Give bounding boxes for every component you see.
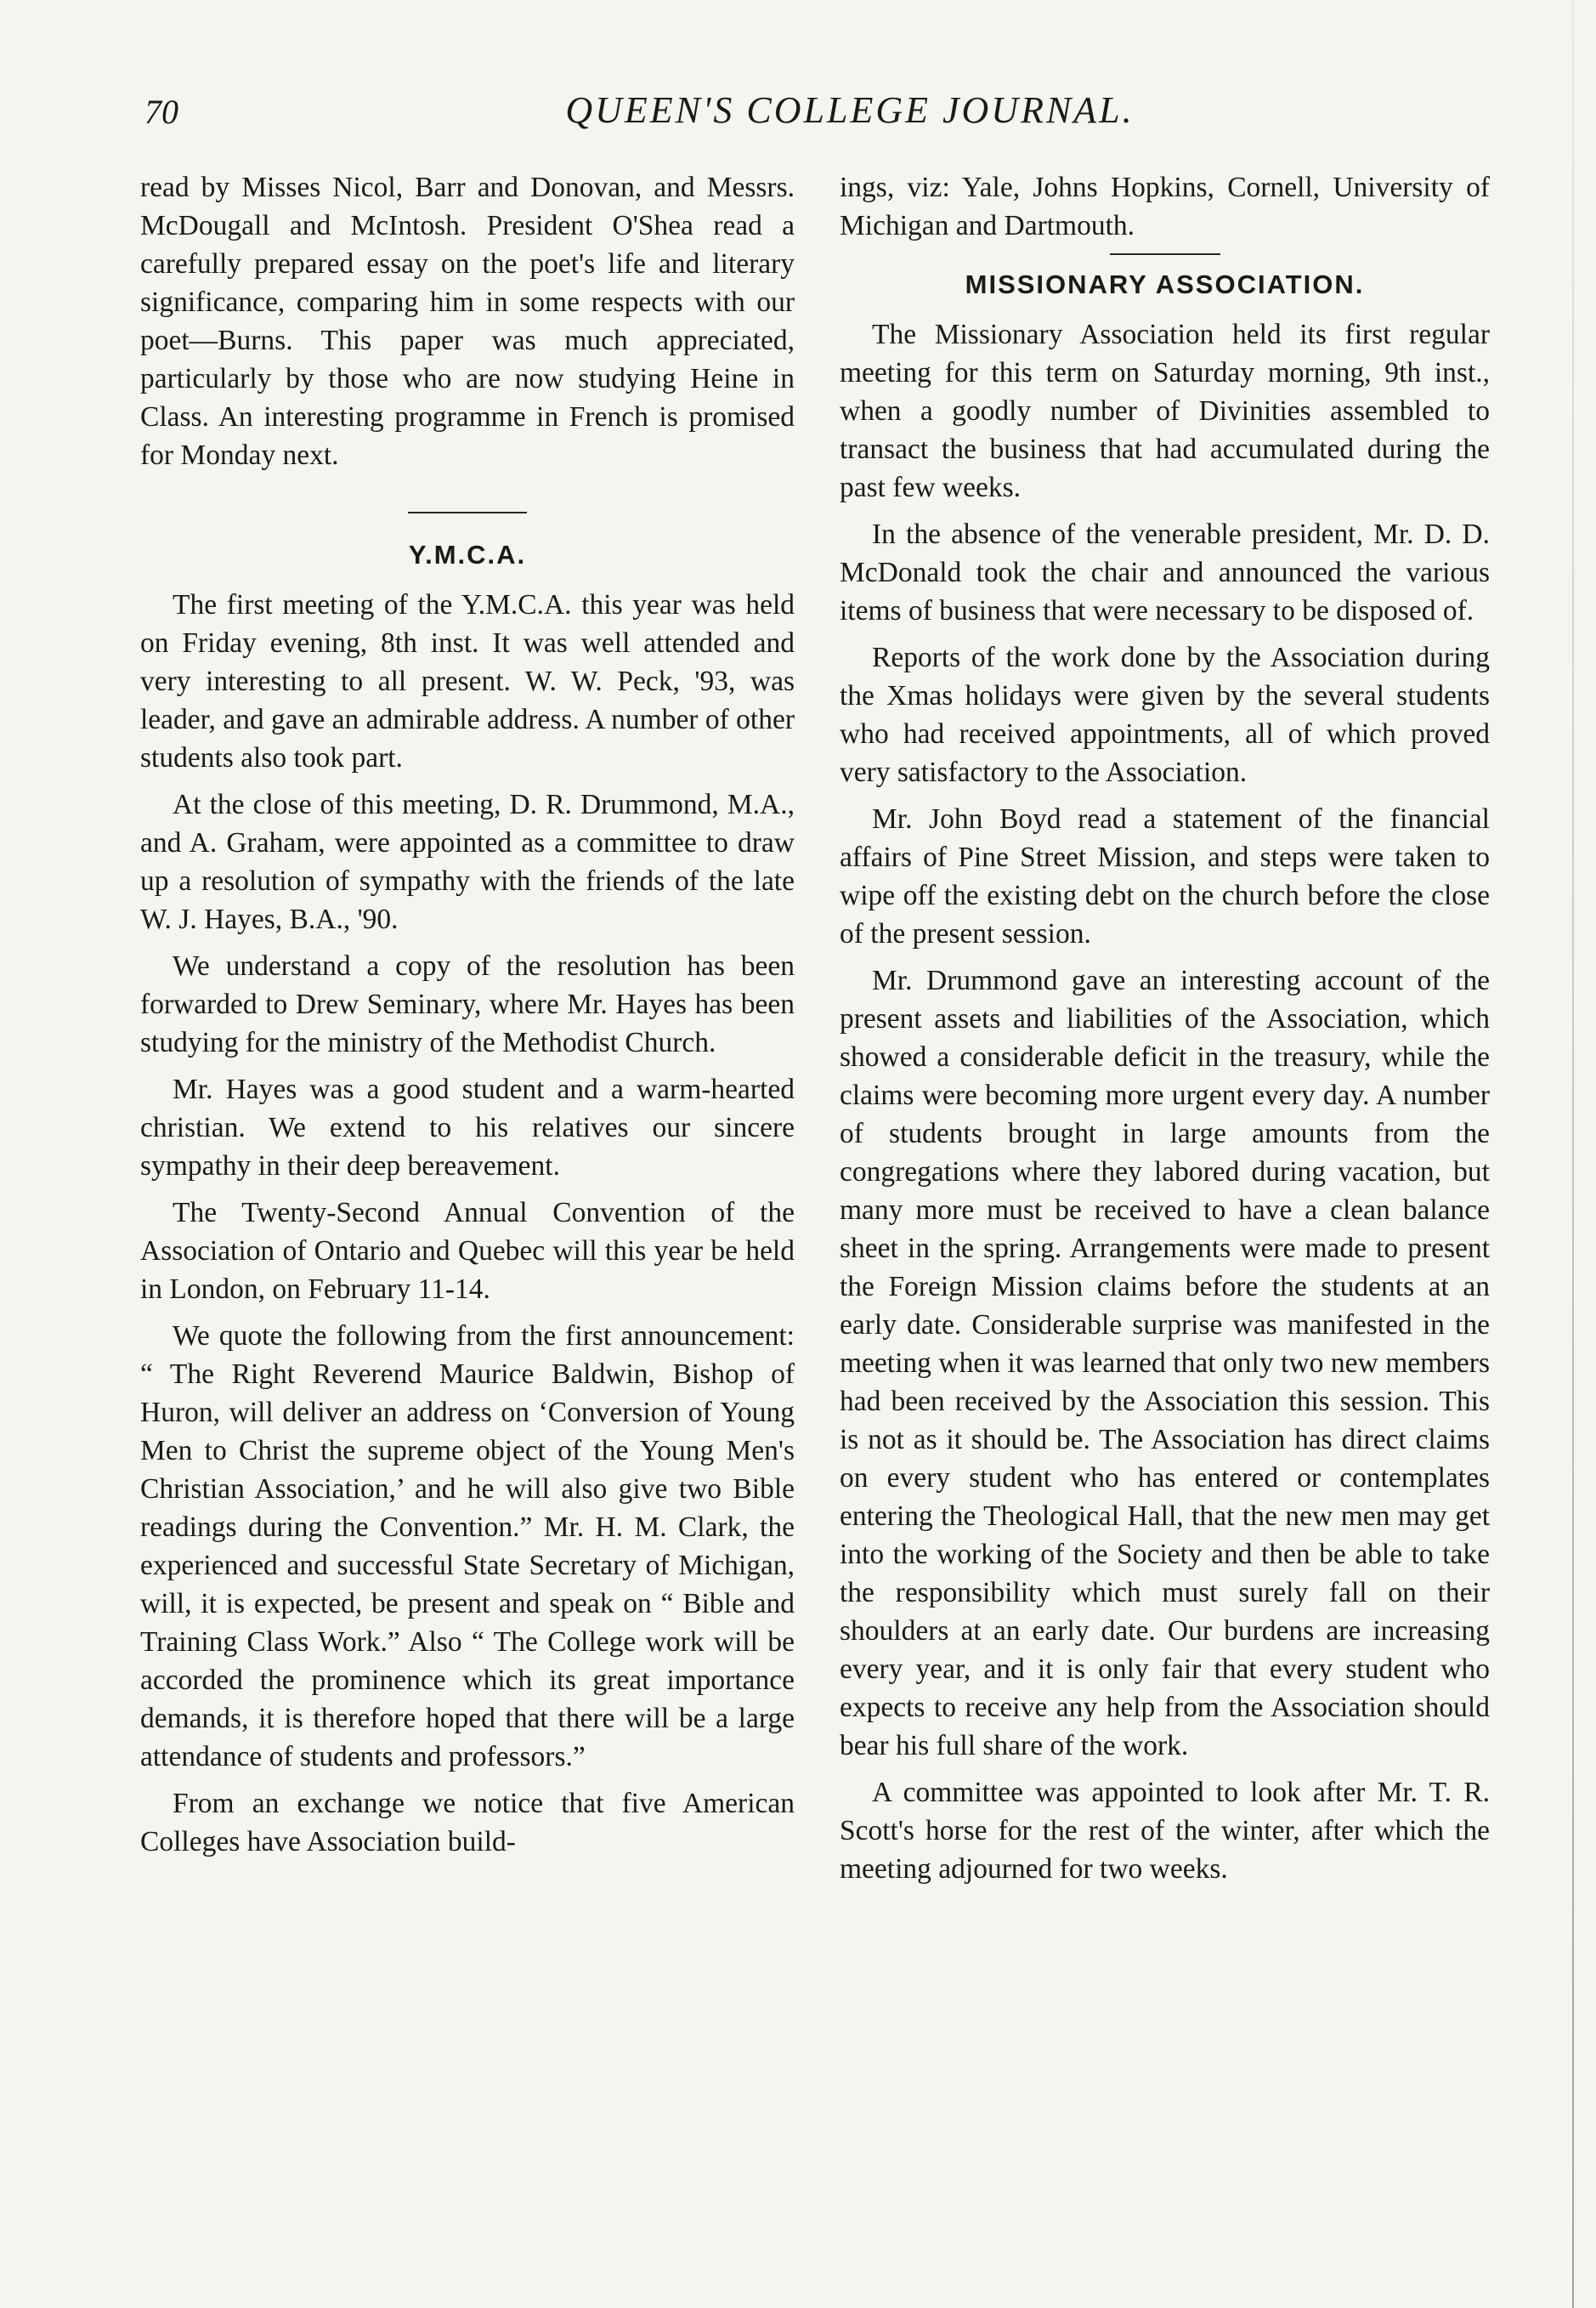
ymca-paragraph: At the close of this meeting, D. R. Drummond, M.A., and A. Graham, were appointed as a committee to draw up a resolution of sympathy with the friends of the late W. J. Hayes, B.A., '90. — [140, 789, 795, 935]
missionary-paragraph: Reports of the work done by the Association during the Xmas holidays were given by the several students who had received appointments, all of which proved very satisfactory to the Association. — [840, 642, 1490, 788]
intro-paragraph: read by Misses Nicol, Barr and Donovan, and Messrs. McDougall and McIntosh. President O'Shea read a carefully prepared essay on the poet's life and literary significance, comparing him in some respects with our poet—Burns. This paper was much appreciated, particularly by those who are now studying Heine in Class. An interesting programme in French is promised for Monday next. — [140, 172, 795, 471]
missionary-paragraph: The Missionary Association held its first regular meeting for this term on Saturday morning, 9th inst., when a goodly number of Divinities assembled to transact the business that had accumulated during the past few weeks. — [840, 319, 1490, 503]
left-column — [140, 168, 795, 1869]
missionary-paragraph: Mr. Drummond gave an interesting account of the present assets and liabilities of the Association, which showed a considerable deficit in the treasury, while the claims were becoming more urgent every day. A number of students brought in large amounts from the congregations where they labored during vacation, but many more must be received to have a clean balance sheet in the spring. Arrangements were made to present the Foreign Mission claims before the students at an early date. Considerable surprise was manifested in the meeting when it was learned that only two new members had been received by the Association this session. This is not as it should be. The Association has direct claims on every student who has entered or contemplates entering the Theological Hall, that the new men may get into the working of the Society and then be able to take the responsibility which must surely fall on their shoulders at an early date. Our burdens are increasing every year, and it is only fair that every student who expects to receive any help from the Association should bear his full share of the work. — [840, 965, 1490, 1761]
section-divider — [1110, 253, 1220, 255]
missionary-paragraph: In the absence of the venerable president, Mr. D. D. McDonald took the chair and announced the various items of business that were necessary to be disposed of. — [840, 519, 1490, 627]
page-edge-shadow — [1572, 0, 1574, 2308]
right-column — [840, 168, 1490, 1897]
missionary-paragraph: Mr. John Boyd read a statement of the financial affairs of Pine Street Mission, and steps were taken to wipe off the existing debt on the church before the close of the present session. — [840, 803, 1490, 950]
missionary-section-title: MISSIONARY ASSOCIATION. — [965, 269, 1365, 299]
ymca-paragraph: From an exchange we notice that five American Colleges have Association build- — [140, 1788, 795, 1857]
ymca-paragraph: The first meeting of the Y.M.C.A. this year was held on Friday evening, 8th inst. It was well attended and very interesting to all present. W. W. Peck, '93, was leader, and gave an admirable address. A number of other students also took part. — [140, 589, 795, 774]
ymca-paragraph: The Twenty-Second Annual Convention of the Association of Ontario and Quebec will this year be held in London, on February 11-14. — [140, 1197, 795, 1305]
running-title: QUEEN'S COLLEGE JOURNAL. — [565, 89, 1135, 131]
missionary-paragraph: A committee was appointed to look after Mr. T. R. Scott's horse for the rest of the winter, after which the meeting adjourned for two weeks. — [840, 1777, 1490, 1885]
page-header — [136, 85, 1462, 145]
continuation-paragraph: ings, viz: Yale, Johns Hopkins, Cornell, University of Michigan and Dartmouth. — [840, 172, 1490, 241]
ymca-paragraph: Mr. Hayes was a good student and a warm-hearted christian. We extend to his relatives our sincere sympathy in their deep bereavement. — [140, 1074, 795, 1182]
ymca-paragraph: We quote the following from the first announcement: “ The Right Reverend Maurice Baldwin, Bishop of Huron, will deliver an address on ‘Conversion of Young Men to Christ the supreme object of the Young Men's Christian Association,’ and he will also give two Bible readings during the Convention.” Mr. H. M. Clark, the experienced and successful State Secretary of Michigan, will, it is expected, be present and speak on “ Bible and Training Class Work.” Also “ The College work will be accorded the prominence which its great importance demands, it is therefore hoped that there will be a large attendance of students and professors.” — [140, 1320, 795, 1772]
section-divider — [408, 512, 527, 513]
ymca-paragraph: We understand a copy of the resolution has been forwarded to Drew Seminary, where Mr. Hayes has been studying for the ministry of the Methodist Church. — [140, 950, 795, 1058]
ymca-section-title: Y.M.C.A. — [408, 540, 527, 570]
page-number: 70 — [144, 93, 178, 131]
